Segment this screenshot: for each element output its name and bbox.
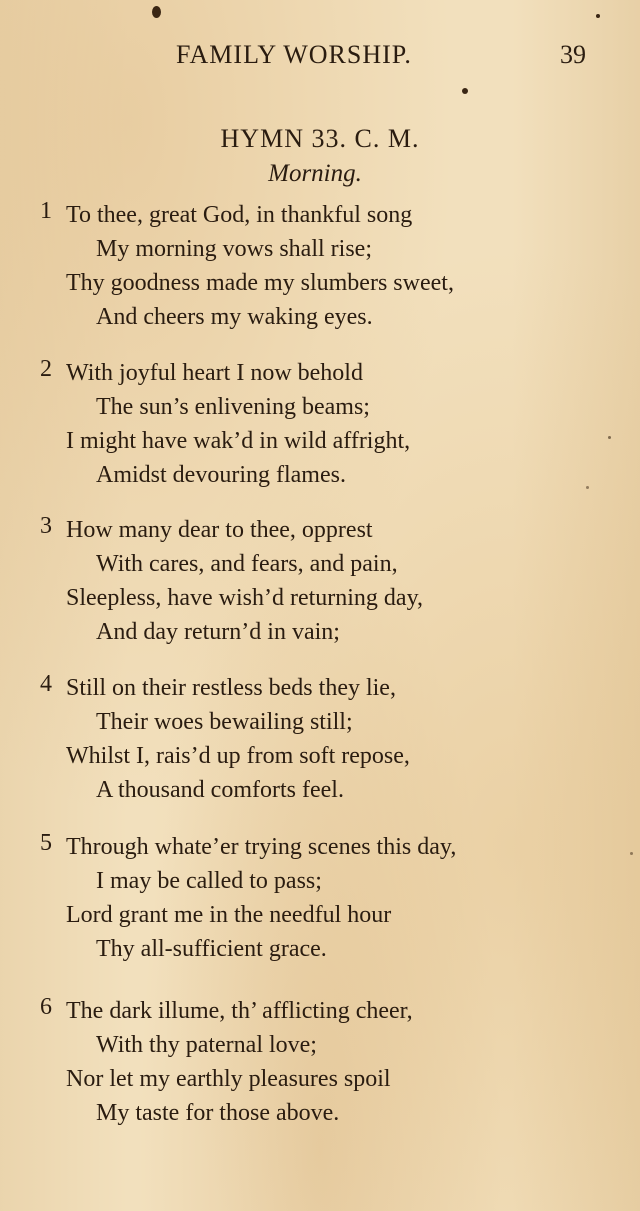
ink-speck: [596, 14, 600, 18]
stanza-number: 2: [40, 356, 52, 382]
stanza-1: [40, 198, 600, 334]
running-head: FAMILY WORSHIP.: [176, 40, 412, 69]
verse-line: And day return’d in vain;: [96, 619, 340, 645]
ink-speck: [608, 436, 611, 439]
page-number: 39: [560, 40, 586, 69]
verse-line: Amidst devouring flames.: [96, 462, 346, 488]
stanza-2: [40, 356, 600, 492]
stanza-6: [40, 994, 600, 1130]
stanza-number: 1: [40, 198, 52, 224]
verse-line: Thy all-sufficient grace.: [96, 936, 327, 962]
verse-line: Still on their restless beds they lie,: [66, 675, 396, 701]
verse-line: Whilst I, rais’d up from soft repose,: [66, 743, 410, 769]
ink-speck: [630, 852, 633, 855]
verse-line: I might have wak’d in wild affright,: [66, 428, 411, 454]
verse-line: Through whate’er trying scenes this day,: [66, 834, 457, 860]
stanza-number: 3: [40, 513, 52, 539]
verse-line: With thy paternal love;: [96, 1032, 317, 1058]
verse-line: To thee, great God, in thankful song: [66, 202, 413, 228]
ink-speck: [462, 88, 468, 94]
stanza-4: [40, 671, 600, 807]
verse-line: My taste for those above.: [96, 1100, 340, 1126]
hymn-subtitle: Morning.: [268, 160, 362, 187]
verse-line: Lord grant me in the needful hour: [66, 902, 392, 928]
verse-line: Sleepless, have wish’d returning day,: [66, 585, 424, 611]
verse-line: The dark illume, th’ afflicting cheer,: [66, 998, 413, 1024]
ink-speck: [152, 6, 161, 18]
verse-line: The sun’s enlivening beams;: [96, 394, 370, 420]
verse-line: A thousand comforts feel.: [96, 777, 344, 803]
hymn-title: HYMN 33. C. M.: [220, 124, 420, 153]
verse-line: With cares, and fears, and pain,: [96, 551, 398, 577]
stanza-number: 5: [40, 830, 52, 856]
verse-line: Their woes bewailing still;: [96, 709, 353, 735]
verse-line: With joyful heart I now behold: [66, 360, 363, 386]
verse-line: Thy goodness made my slumbers sweet,: [66, 270, 454, 296]
verse-line: And cheers my waking eyes.: [96, 304, 373, 330]
verse-line: How many dear to thee, opprest: [66, 517, 373, 543]
stanza-number: 4: [40, 671, 52, 697]
verse-line: I may be called to pass;: [96, 868, 322, 894]
stanza-number: 6: [40, 994, 52, 1020]
stanza-3: [40, 513, 600, 649]
verse-line: Nor let my earthly pleasures spoil: [66, 1066, 391, 1092]
stanza-5: [40, 830, 600, 966]
verse-line: My morning vows shall rise;: [96, 236, 372, 262]
